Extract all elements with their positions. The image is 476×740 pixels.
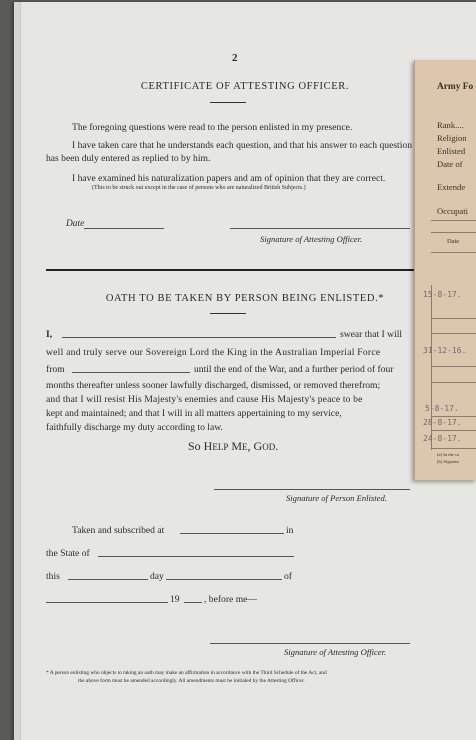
oath-title: OATH TO BE TAKEN BY PERSON BEING ENLISTED.*: [105, 293, 385, 304]
section-divider: [46, 269, 414, 271]
card-rule: [431, 232, 476, 233]
year-field[interactable]: [184, 602, 202, 603]
card-entry-date: 5-8-17.: [425, 404, 459, 413]
of-label: of: [284, 571, 292, 582]
oath-i: I,: [46, 329, 53, 340]
card-note-b: (b) Signatur: [437, 459, 460, 464]
oath-line-4: months thereafter unless sooner lawfully discharged, dismissed, or removed therefrom;: [46, 380, 381, 391]
enlistee-name-field[interactable]: [62, 337, 336, 338]
card-entry-date: 31-12-16.: [423, 346, 467, 355]
card-rule: [431, 318, 476, 319]
date-field[interactable]: [84, 228, 164, 229]
card-date-of: Date of: [437, 159, 463, 169]
date-label: Date: [66, 219, 85, 229]
state-field[interactable]: [98, 556, 294, 557]
oath-title-underline: [210, 313, 246, 314]
card-entry-date: 24-8-17.: [423, 434, 462, 443]
date-continued-field[interactable]: [46, 602, 168, 603]
certificate-statement-2: I have taken care that he understands each question, and that his answer to each question has been duly entered as replied to by him.: [46, 140, 412, 164]
card-rule: [431, 448, 476, 449]
place-field[interactable]: [180, 533, 284, 534]
final-officer-signature-field[interactable]: [210, 643, 410, 644]
state-label: the State of: [46, 548, 90, 559]
card-religion: Religion: [437, 133, 467, 143]
enlistee-signature-field[interactable]: [214, 489, 410, 490]
attesting-officer-signature-field[interactable]: [230, 228, 410, 229]
month-field[interactable]: [166, 579, 282, 580]
binding-margin: [14, 2, 21, 740]
card-entry-date: 15-8-17.: [423, 290, 462, 299]
day-field[interactable]: [68, 579, 148, 580]
oath-line-7: faithfully discharge my duty according to law.: [46, 422, 223, 433]
oath-line-5: and that I will resist His Majesty's enemies and cause His Majesty's peace to be: [46, 394, 363, 405]
card-rule: [431, 220, 476, 221]
card-rule: [431, 416, 476, 417]
this-label: this: [46, 571, 60, 582]
final-officer-signature-label: Signature of Attesting Officer.: [284, 647, 387, 657]
army-form-card: [414, 60, 476, 480]
certificate-statement-1: The foregoing questions were read to the person enlisted in my presence.: [72, 122, 353, 133]
attesting-officer-signature-label: Signature of Attesting Officer.: [260, 234, 363, 244]
service-start-field[interactable]: [72, 372, 190, 373]
in-label: in: [286, 525, 294, 536]
oath-line-3: until the end of the War, and a further period of four: [194, 364, 394, 375]
card-rule: [431, 252, 476, 253]
certificate-title: CERTIFICATE OF ATTESTING OFFICER.: [140, 81, 350, 92]
card-rank: Rank....: [437, 120, 464, 130]
taken-subscribed-label: Taken and subscribed at: [72, 525, 165, 536]
certificate-statement-3: I have examined his naturalization papers and am of opinion that they are correct.: [72, 173, 386, 184]
oath-line-2: well and truly serve our Sovereign Lord the King in the Australian Imperial Force: [46, 347, 381, 358]
day-label: day: [150, 571, 164, 582]
enlistment-form-page: [14, 2, 476, 740]
oath-line-6: kept and maintained; and that I will in all matters appertaining to my service,: [46, 408, 342, 419]
card-rule: [431, 430, 476, 431]
card-note-a: (a) In the ca: [437, 452, 460, 457]
card-extended: Extende: [437, 182, 466, 192]
card-rule: [431, 333, 476, 334]
year-label: 19: [170, 594, 180, 605]
oath-from: from: [46, 364, 65, 375]
page-number: 2: [232, 52, 238, 64]
card-col-date: Date: [447, 238, 460, 245]
card-rule: [431, 366, 476, 367]
oath-line-1: swear that I will: [340, 329, 403, 340]
card-occupation: Occupati: [437, 206, 469, 216]
card-entry-date: 28-8-17.: [423, 418, 462, 427]
naturalization-note: (This to be struck out except in the case of persons who are naturalized British Subjects.): [92, 185, 306, 191]
footnote: * A person enlisting who objects to taking an oath may make an affirmation in accordance with the Third Schedule of the Act, and the above form must be amended accordingly. All amendments must be initialed by the Attesting Officer.: [46, 670, 327, 684]
before-me-label: , before me—: [204, 594, 258, 605]
card-title: Army Fo: [437, 82, 474, 92]
card-rule: [431, 382, 476, 383]
so-help-me-god: So HELP ME, GOD.: [188, 439, 279, 453]
title-underline: [210, 102, 246, 103]
card-enlisted: Enlisted: [437, 146, 466, 156]
enlistee-signature-label: Signature of Person Enlisted.: [286, 493, 387, 503]
